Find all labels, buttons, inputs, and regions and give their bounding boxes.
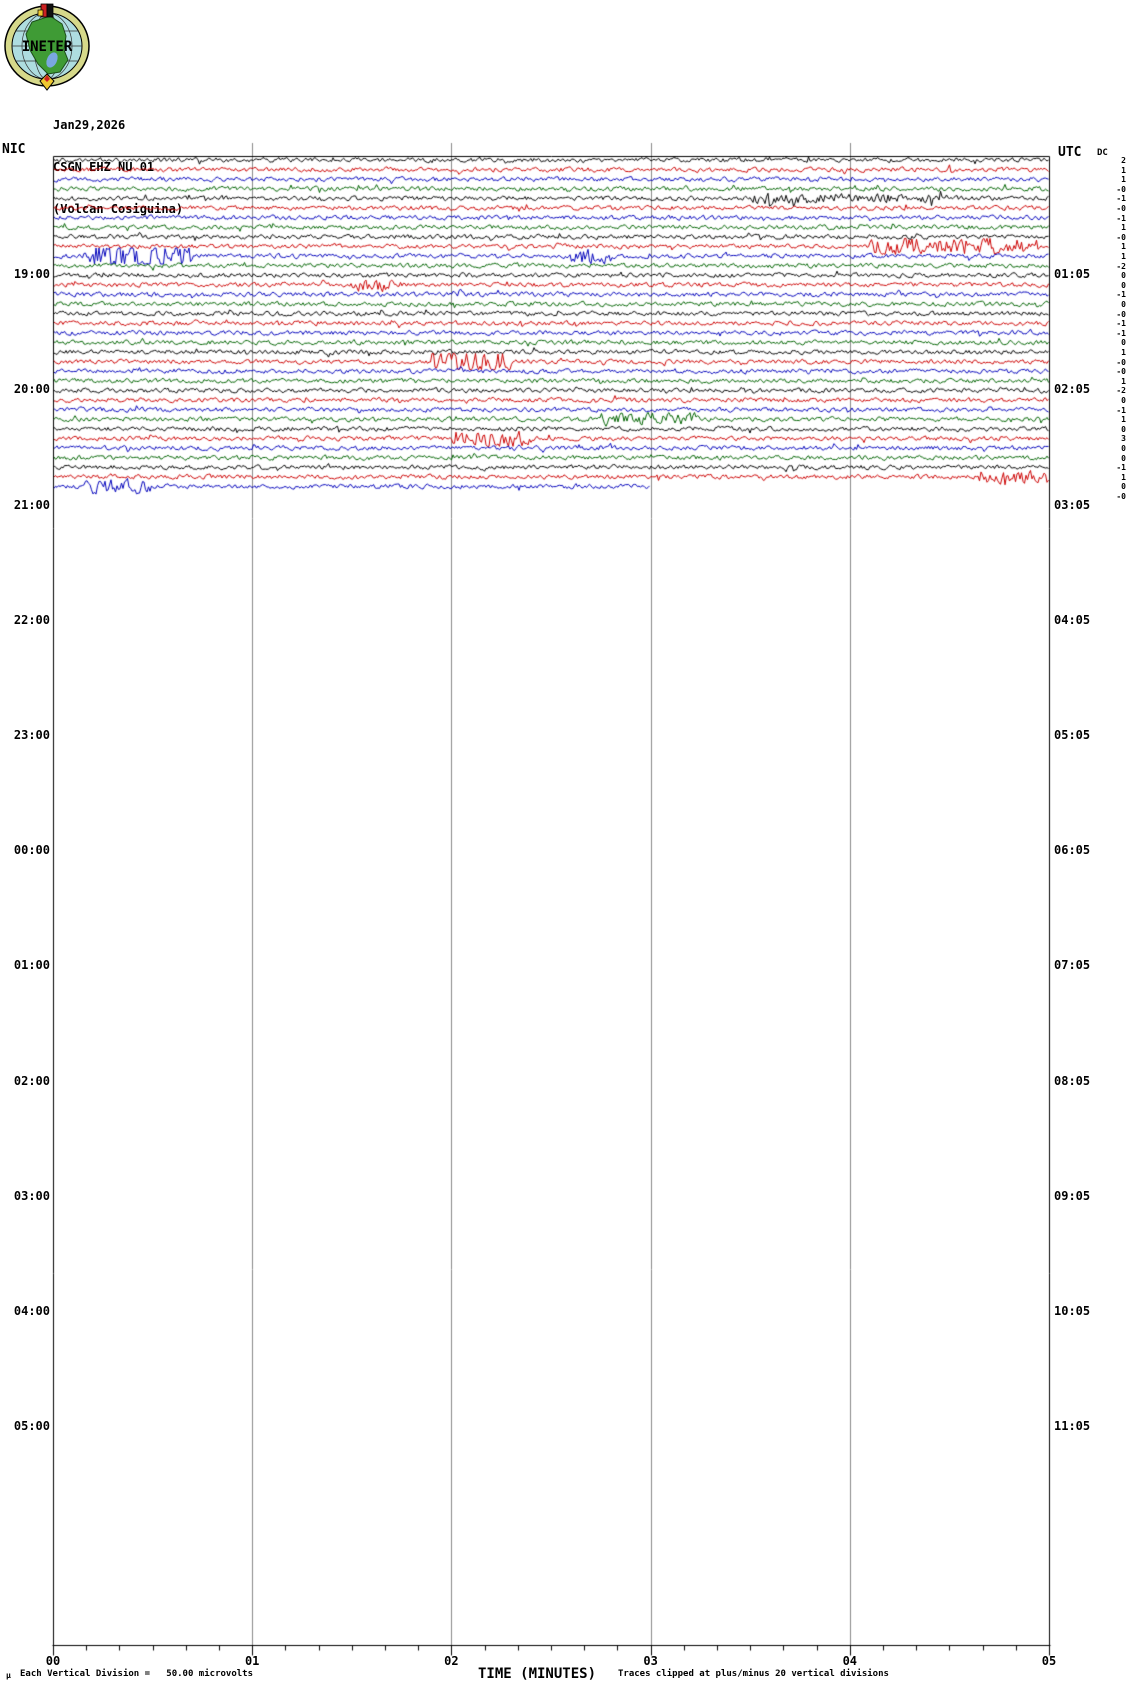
utc-hour-label: 02:05: [1054, 382, 1091, 397]
utc-hour-label: 03:05: [1054, 497, 1091, 512]
utc-hour-label: 11:05: [1054, 1419, 1091, 1434]
utc-hour-label: 10:05: [1054, 1304, 1091, 1318]
dc-value: 0: [1121, 338, 1126, 348]
dc-value: 0: [1121, 396, 1126, 405]
dc-value: -0: [1116, 309, 1126, 319]
nic-hour-label: 21:00: [13, 497, 50, 512]
x-tick-label: 05: [1041, 1654, 1057, 1668]
x-tick-label: 01: [244, 1654, 260, 1668]
dc-value: -2: [1116, 261, 1126, 271]
dc-value: 1: [1121, 252, 1126, 261]
dc-value: -1: [1116, 194, 1126, 204]
nic-hour-label: 22:00: [13, 612, 50, 627]
x-tick-label: 00: [45, 1654, 61, 1668]
dc-value: -2: [1116, 386, 1126, 396]
dc-value: -0: [1116, 184, 1126, 194]
dc-value: 0: [1121, 453, 1126, 463]
utc-hour-label: 09:05: [1054, 1188, 1091, 1203]
dc-value: 1: [1121, 175, 1126, 185]
dc-value: 3: [1121, 434, 1126, 444]
nic-hour-label: 19:00: [13, 267, 50, 282]
dc-value: 0: [1121, 271, 1126, 281]
dc-value: -1: [1116, 328, 1126, 338]
dc-value: 0: [1121, 280, 1126, 290]
nic-hour-label: 01:00: [13, 958, 50, 973]
dc-value: 2: [1121, 156, 1126, 165]
utc-hour-label: 06:05: [1054, 843, 1091, 858]
dc-value: 1: [1121, 223, 1126, 233]
nic-hour-label: 20:00: [13, 382, 50, 397]
dc-value: -1: [1116, 405, 1126, 415]
nic-hour-label: 03:00: [13, 1188, 50, 1203]
utc-hour-label: 05:05: [1054, 728, 1091, 742]
dc-value: -0: [1116, 232, 1126, 242]
dc-value: -1: [1116, 290, 1126, 300]
x-tick-label: 02: [444, 1654, 459, 1668]
dc-value: 1: [1121, 165, 1126, 175]
dc-value: -1: [1116, 319, 1126, 329]
dc-value: -0: [1116, 367, 1126, 377]
dc-value: 0: [1121, 300, 1126, 309]
utc-hour-label: 08:05: [1054, 1073, 1091, 1088]
vertical-division-note: Each Vertical Division = 50.00 microvolts: [20, 1669, 253, 1679]
x-tick-label: 03: [643, 1654, 658, 1668]
dc-value: 1: [1121, 376, 1126, 386]
dc-value: 1: [1121, 242, 1126, 252]
dc-value: -0: [1116, 357, 1126, 367]
dc-value: -0: [1116, 492, 1126, 501]
dc-value: 0: [1121, 444, 1126, 453]
nic-hour-label: 23:00: [13, 728, 50, 742]
clipping-note: Traces clipped at plus/minus 20 vertical divisions: [618, 1669, 889, 1679]
nic-hour-label: 02:00: [13, 1073, 50, 1088]
x-tick-label: 04: [842, 1654, 858, 1668]
dc-value: -0: [1116, 204, 1126, 213]
dc-value: 0: [1121, 424, 1126, 434]
utc-hour-label: 01:05: [1054, 267, 1091, 282]
dc-value: 1: [1121, 348, 1126, 357]
dc-value: -1: [1116, 213, 1126, 223]
dc-value: -1: [1116, 463, 1126, 473]
utc-hour-label: 07:05: [1054, 958, 1091, 973]
utc-hour-label: 04:05: [1054, 612, 1091, 627]
dc-value: 0: [1121, 482, 1126, 492]
nic-hour-label: 05:00: [13, 1419, 50, 1434]
nic-hour-label: 04:00: [13, 1304, 50, 1318]
nic-hour-label: 00:00: [13, 843, 50, 858]
dc-value: 1: [1121, 415, 1126, 425]
dc-value: 1: [1121, 472, 1126, 482]
x-axis-title: TIME (MINUTES): [478, 1666, 597, 1682]
microvolt-symbol: μ: [6, 1671, 11, 1680]
